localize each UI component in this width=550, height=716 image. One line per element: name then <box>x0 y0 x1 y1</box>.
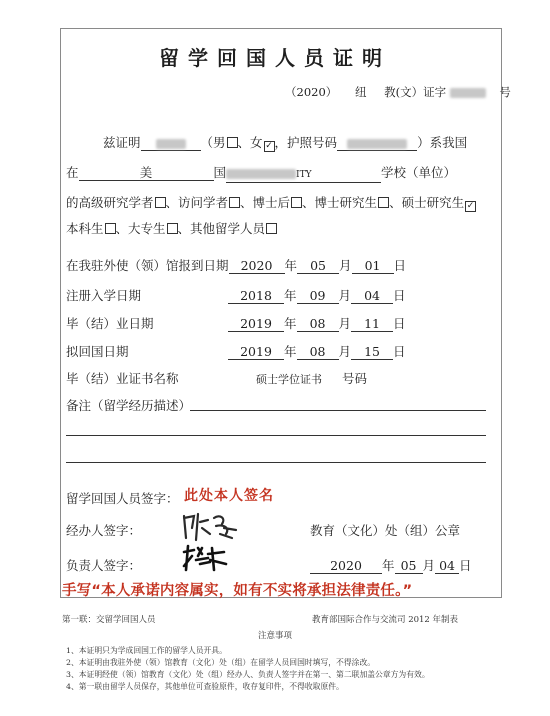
returnee-sign-note: 此处本人签名 <box>184 488 274 504</box>
date-row-report: 在我驻外使（领）馆报到日期 2020 年 05 月 01 日 <box>66 258 407 273</box>
checkbox-college <box>167 223 178 234</box>
remarks-line-2 <box>66 435 486 436</box>
school-field: ITY <box>226 166 381 183</box>
footer-left: 第一联：交留学回国人员 <box>62 615 156 625</box>
remarks-line-1 <box>190 410 486 411</box>
leader-sign-date: 2020 年 05 月 04 日 <box>310 556 472 574</box>
date-row-graduate: 毕（结）业日期 2019 年 08 月 11 日 <box>66 316 406 331</box>
notes-title: 注意事项 <box>257 631 292 641</box>
redacted-name <box>156 139 186 149</box>
note-4: 4、第一联由留学人员保存，其他单位可查验原件，收存复印件，不得收取原件。 <box>66 682 344 691</box>
degree-row: 毕（结）业证书名称 硕士学位证书 号码 <box>66 371 368 386</box>
date-row-return: 拟回国日期 2019 年 08 月 15 日 <box>66 344 406 359</box>
remarks-line-3 <box>66 462 486 463</box>
checkbox-male <box>227 137 238 148</box>
leader-sign-label: 负责人签字： <box>66 558 142 573</box>
cert-suffix: 号 <box>499 85 511 99</box>
line-name: 兹证明 （男 、女 ✓ ，护照号码 ）系我国 <box>103 135 468 151</box>
note-3: 3、本证明经使（领）馆教育（文化）处（组）经办人、负责人签字并在第一、第二联加盖公章方为有效。 <box>66 670 430 679</box>
note-1: 1、本证明只为学成回国工作的留学人员开具。 <box>66 646 227 655</box>
checkbox-postdoc <box>291 197 302 208</box>
country-field: 美 <box>79 166 214 181</box>
passport-field <box>337 136 417 151</box>
seal-label: 教育（文化）处（组）公章 <box>310 523 461 538</box>
degree-value: 硕士学位证书 <box>256 373 322 386</box>
line-category-2: 本科生 、大专生 、其他留学人员 <box>66 219 277 237</box>
cert-label: 教(文）证字 <box>384 85 447 99</box>
checkbox-other <box>266 223 277 234</box>
certificate-number <box>285 84 511 100</box>
returnee-sign-label: 留学回国人员签字： <box>66 491 179 506</box>
line-category: 的高级研究学者 、访问学者 、博士后 、博士研究生 、硕士研究生 ✓ <box>66 195 475 211</box>
checkbox-visiting-scholar <box>229 197 240 208</box>
footer-right: 教育部国际合作与交流司 2012 年制表 <box>312 615 459 625</box>
form-border <box>60 28 502 598</box>
checkbox-female-checked: ✓ <box>265 141 273 151</box>
redacted-passport <box>347 139 407 149</box>
line-school: 在 美 国 ITY 学校（单位） <box>66 163 456 183</box>
date-row-enroll: 注册入学日期 2018 年 09 月 04 日 <box>66 288 406 303</box>
cert-year: （2020） <box>285 85 338 99</box>
checkbox-undergrad <box>105 223 116 234</box>
pledge-text: 手写“本人承诺内容属实，如有不实将承担法律责任。” <box>62 583 413 599</box>
checkbox-phd <box>378 197 389 208</box>
checkbox-master-checked: ✓ <box>466 201 475 211</box>
handler-signature-icon <box>180 508 242 544</box>
page-title: 留学回国人员证明 <box>159 46 391 70</box>
cert-mid: 纽 <box>354 85 367 99</box>
redacted-school <box>226 169 296 179</box>
redacted-number <box>450 88 486 98</box>
leader-signature-icon <box>180 542 230 574</box>
handler-sign-label: 经办人签字： <box>66 523 142 538</box>
note-2: 2、本证明由我驻外使（领）馆教育（文化）处（组）在留学人员回国时填写，不得涂改。 <box>66 658 376 667</box>
checkbox-senior-scholar <box>155 197 166 208</box>
name-field <box>141 136 201 151</box>
remarks-label: 备注（留学经历描述） <box>66 398 192 413</box>
